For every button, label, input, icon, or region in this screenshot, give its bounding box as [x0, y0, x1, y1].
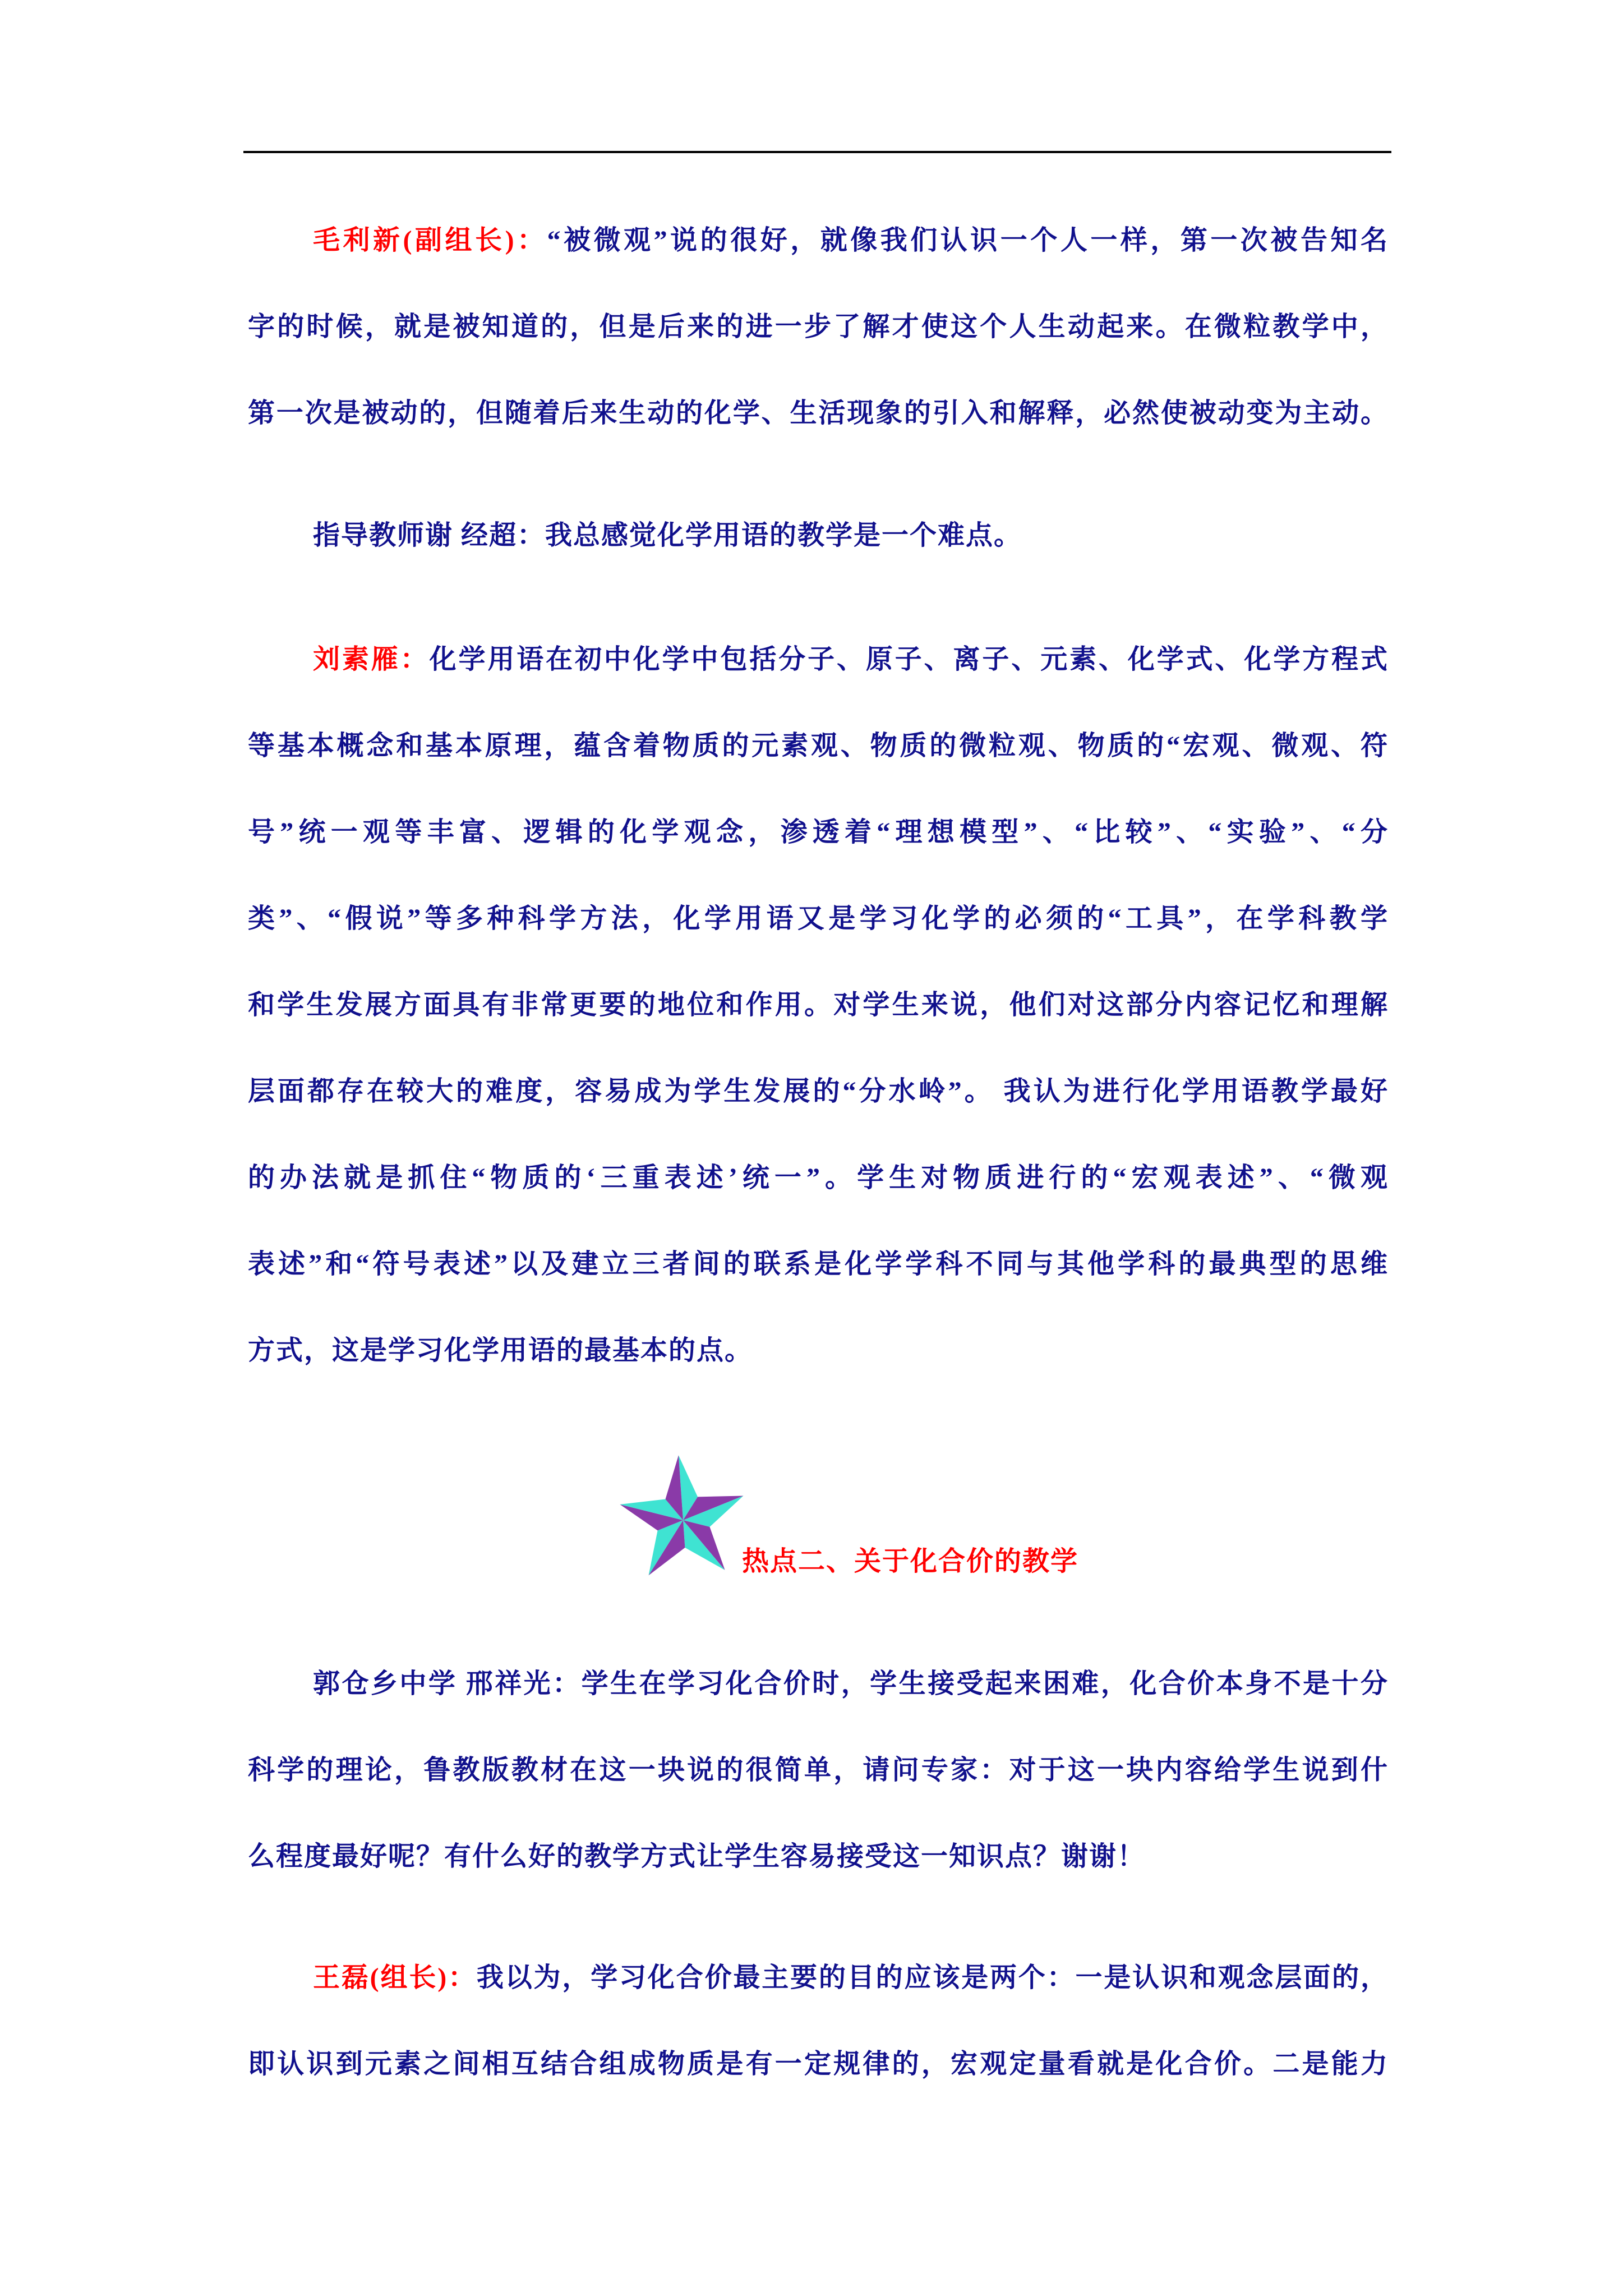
paragraph-line: 和学生发展方面具有非常更要的地位和作用。对学生来说，他们对这部分内容记忆和理解 — [248, 990, 1387, 1020]
paragraph-line — [248, 1935, 1387, 2021]
paragraph-line: 类”、“假说”等多种科学方法，化学用语又是学习化学的必须的“工具”，在学科教学 — [248, 904, 1387, 933]
line-text: “被微观”说的很好，就像我们认识一个人一样，第一次被告知名 — [547, 226, 1387, 255]
paragraph-line: 的办法就是抓住“物质的‘三重表述’统一”。学生对物质进行的“宏观表述”、“微观 — [248, 1163, 1387, 1193]
star-icon — [616, 1453, 750, 1588]
paragraph-line: 第一次是被动的，但随着后来生动的化学、生活现象的引入和解释，必然使被动变为主动。 — [248, 398, 1387, 428]
paragraph-line: 郭仓乡中学 邢祥光：学生在学习化合价时，学生接受起来困难，化合价本身不是十分 — [313, 1669, 1387, 1699]
paragraph-liu-suyan — [248, 616, 1387, 1394]
paragraph-line: 方式，这是学习化学用语的最基本的点。 — [248, 1336, 753, 1365]
paragraph-line: 科学的理论，鲁教版教材在这一块说的很简单，请问专家：对于这一块内容给学生说到什 — [248, 1755, 1387, 1785]
paragraph-advisor — [248, 493, 1387, 579]
paragraph-xing-xiangguang — [248, 1641, 1387, 1900]
line-text: 我以为，学习化合价最主要的目的应该是两个：一是认识和观念层面的， — [476, 1963, 1387, 1993]
paragraph-line: 表述”和“符号表述”以及建立三者间的联系是化学学科不同与其他学科的最典型的思维 — [248, 1249, 1387, 1279]
speaker-name: 王磊(组长)： — [313, 1963, 477, 1993]
speaker-name: 毛利新(副组长)： — [313, 226, 547, 255]
paragraph-line — [248, 197, 1387, 284]
paragraph-wang-lei — [248, 1935, 1387, 2108]
section-heading: 热点二、关于化合价的教学 — [742, 1547, 1079, 1576]
header-rule — [243, 151, 1391, 153]
paragraph-line: 即认识到元素之间相互结合组成物质是有一定规律的，宏观定量看就是化合价。二是能力 — [248, 2049, 1387, 2079]
paragraph-line: 等基本概念和基本原理，蕴含着物质的元素观、物质的微粒观、物质的“宏观、微观、符 — [248, 731, 1387, 761]
line-text: 化学用语在初中化学中包括分子、原子、离子、元素、化学式、化学方程式 — [429, 645, 1387, 674]
paragraph-line — [248, 616, 1387, 703]
paragraph-mao-lixin — [248, 197, 1387, 457]
paragraph-line: 字的时候，就是被知道的，但是后来的进一步了解才使这个人生动起来。在微粒教学中， — [248, 312, 1387, 342]
paragraph-line: 号”统一观等丰富、逻辑的化学观念，渗透着“理想模型”、“比较”、“实验”、“分 — [248, 817, 1387, 847]
paragraph-line: 么程度最好呢？有什么好的教学方式让学生容易接受这一知识点？谢谢！ — [248, 1842, 1146, 1871]
speaker-name: 刘素雁： — [313, 645, 430, 674]
paragraph-line: 层面都存在较大的难度，容易成为学生发展的“分水岭”。 我认为进行化学用语教学最好 — [248, 1076, 1387, 1106]
paragraph-line: 指导教师谢 经超：我总感觉化学用语的教学是一个难点。 — [313, 521, 1022, 550]
